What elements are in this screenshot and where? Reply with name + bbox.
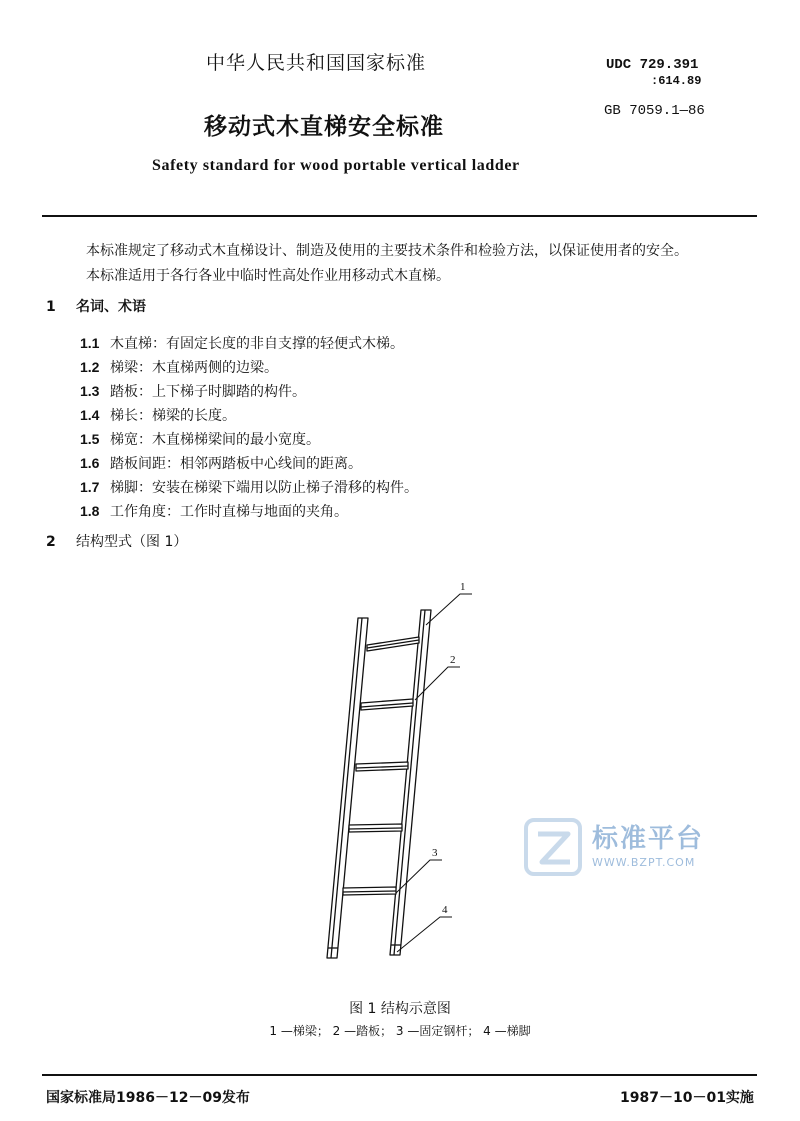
callout-label-3: 3 (432, 847, 438, 859)
section-2-title: 结构型式（图 1） (76, 534, 188, 550)
callout-leader-1 (426, 594, 472, 625)
term-number: 1.2 (80, 359, 100, 375)
effective-date: 1987－10－01实施 (620, 1090, 754, 1106)
term-number: 1.1 (80, 335, 100, 351)
rung (367, 637, 419, 651)
term-number: 1.4 (80, 407, 100, 423)
right-rail (390, 610, 431, 955)
section-1-title: 名词、术语 (76, 299, 146, 315)
intro-paragraph-1: 本标准规定了移动式木直梯设计、制造及使用的主要技术条件和检验方法，以保证使用者的安全。 (86, 243, 688, 259)
right-rail-edge (394, 610, 425, 955)
rung (361, 699, 413, 710)
rung (356, 762, 408, 771)
term-item (80, 405, 236, 425)
term-number: 1.7 (80, 479, 100, 495)
section-1-number: 1 (46, 299, 56, 315)
figure-caption: 图 1 结构示意图 (349, 1001, 451, 1017)
udc-code: UDC 729.391 (606, 57, 699, 73)
issue-date: 国家标准局1986－12－09发布 (46, 1090, 250, 1106)
watermark-url: WWW.BZPT.COM (592, 856, 696, 869)
term-item (80, 357, 278, 377)
term-number: 1.5 (80, 431, 100, 447)
term-item (80, 429, 320, 449)
term-text: 梯宽：木直梯梯梁间的最小宽度。 (110, 432, 320, 448)
gb-code: GB 7059.1—86 (604, 103, 705, 119)
term-number: 1.6 (80, 455, 100, 471)
term-number: 1.3 (80, 383, 100, 399)
figure-legend: 1 —梯梁； 2 —踏板； 3 —固定钢杆； 4 —梯脚 (269, 1024, 531, 1038)
udc-code-suffix: :614.89 (651, 74, 702, 88)
watermark-name: 标准平台 (592, 824, 705, 854)
callout-label-4: 4 (442, 904, 448, 916)
term-item (80, 501, 348, 521)
callout-label-1: 1 (460, 581, 466, 593)
term-text: 工作角度：工作时直梯与地面的夹角。 (110, 504, 348, 520)
term-text: 踏板间距：相邻两踏板中心线间的距离。 (110, 456, 362, 472)
section-2-number: 2 (46, 534, 56, 550)
ladder-figure (290, 575, 500, 965)
header-rule (42, 215, 757, 217)
section-2-heading (46, 531, 187, 551)
document-title: 移动式木直梯安全标准 (204, 114, 444, 140)
term-text: 梯脚：安装在梯梁下端用以防止梯子滑移的构件。 (110, 480, 418, 496)
section-1-heading (46, 296, 146, 316)
term-text: 梯梁：木直梯两侧的边梁。 (110, 360, 278, 376)
callout-label-2: 2 (450, 654, 456, 666)
term-item (80, 333, 404, 353)
left-rail-edge (331, 618, 362, 958)
footer-rule (42, 1074, 757, 1076)
rung (349, 824, 402, 832)
term-item (80, 381, 306, 401)
term-text: 踏板：上下梯子时脚踏的构件。 (110, 384, 306, 400)
document-title-en: Safety standard for wood portable vertical ladder (152, 157, 520, 174)
term-text: 梯长：梯梁的长度。 (110, 408, 236, 424)
intro-paragraph-2: 本标准适用于各行各业中临时性高处作业用移动式木直梯。 (86, 268, 450, 284)
term-item (80, 477, 418, 497)
callout-leader-4 (397, 917, 452, 952)
rung (343, 887, 396, 895)
issuing-body: 中华人民共和国国家标准 (206, 52, 427, 74)
term-item (80, 453, 362, 473)
left-rail (327, 618, 368, 958)
term-number: 1.8 (80, 503, 100, 519)
term-text: 木直梯：有固定长度的非自支撑的轻便式木梯。 (110, 336, 404, 352)
